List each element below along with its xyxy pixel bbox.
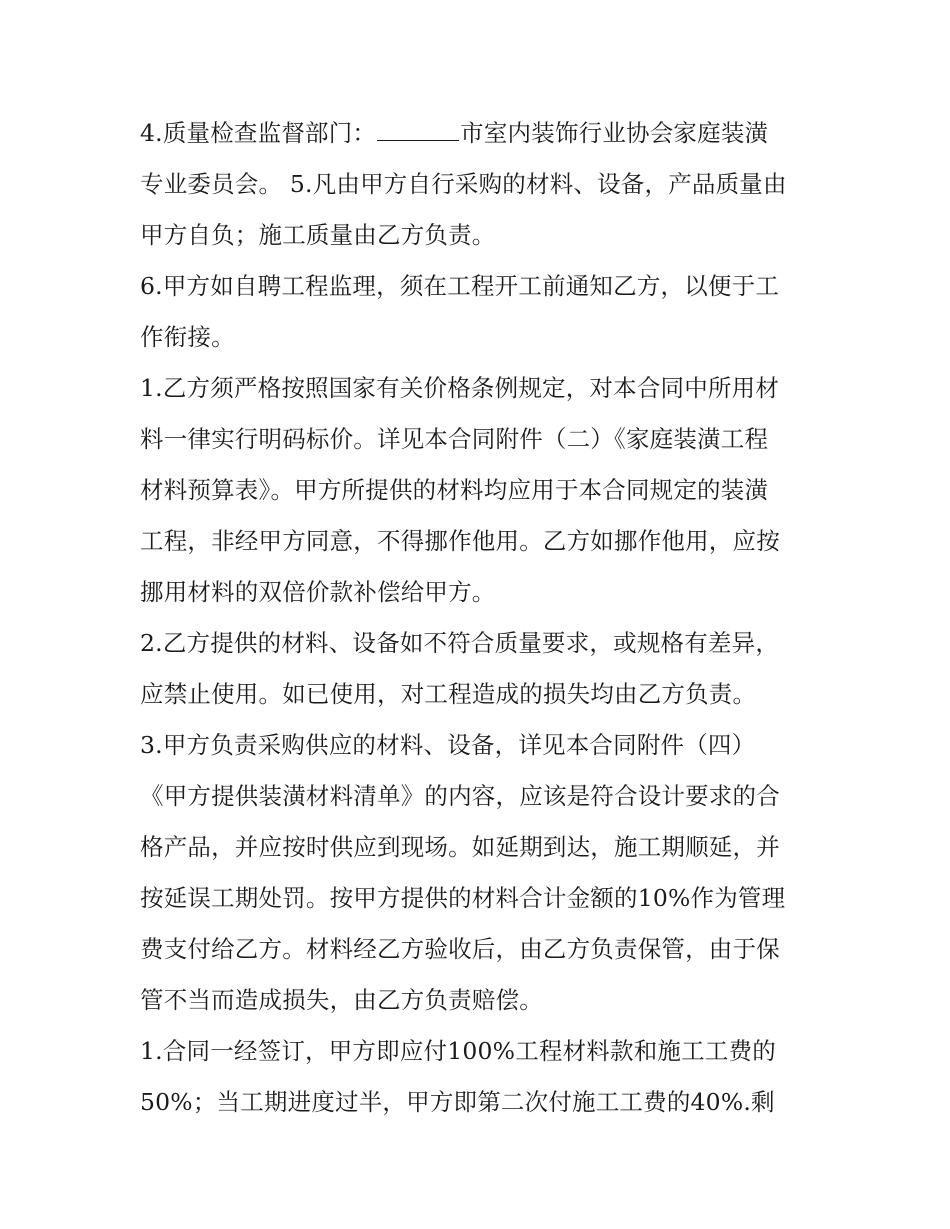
text-line: 格产品，并应按时供应到现场。如延期到达，施工期顺延，并 <box>140 833 780 861</box>
text-line: 挪用材料的双倍价款补偿给甲方。 <box>140 578 496 606</box>
text-line: 管不当而造成损失，由乙方负责赔偿。 <box>140 986 543 1014</box>
paragraph-quality-supervision <box>140 108 820 261</box>
text-line: 甲方自负；施工质量由乙方负责。 <box>140 221 496 249</box>
text-line: 按延误工期处罚。按甲方提供的材料合计金额的10%作为管理 <box>140 884 786 912</box>
text-line: 3.甲方负责采购供应的材料、设备，详见本合同附件（四） <box>140 731 756 759</box>
text-line: 2.乙方提供的材料、设备如不符合质量要求，或规格有差异， <box>140 629 780 657</box>
text-line: 6.甲方如自聘工程监理，须在工程开工前通知乙方，以便于工 <box>140 272 780 300</box>
line-text: 4.质量检查监督部门： <box>140 119 377 147</box>
paragraph-material-quality <box>140 618 820 720</box>
paragraph-pricing <box>140 363 820 618</box>
paragraph-supervisor <box>140 261 820 363</box>
text-line: 材料预算表》。甲方所提供的材料均应用于本合同规定的装潢 <box>140 476 769 504</box>
text-line: 50%；当工期进度过半，甲方即第二次付施工工费的40%.剩 <box>140 1088 775 1116</box>
text-line: 1.乙方须严格按照国家有关价格条例规定，对本合同中所用材 <box>140 374 780 402</box>
text-line: 1.合同一经签订，甲方即应付100%工程材料款和施工工费的 <box>140 1037 776 1065</box>
text-line: 专业委员会。 5.凡由甲方自行采购的材料、设备，产品质量由 <box>140 170 787 198</box>
text-line: 费支付给乙方。材料经乙方验收后，由乙方负责保管，由于保 <box>140 935 780 963</box>
text-line: 作衔接。 <box>140 323 235 351</box>
paragraph-procurement <box>140 720 820 1026</box>
document-page <box>140 108 820 1128</box>
line-text: 市室内装饰行业协会家庭装潢 <box>460 119 769 147</box>
text-line: 工程，非经甲方同意，不得挪作他用。乙方如挪作他用，应按 <box>140 527 780 555</box>
text-line: 《甲方提供装潢材料清单》的内容，应该是符合设计要求的合 <box>140 782 780 810</box>
text-line <box>140 108 820 159</box>
text-line: 料一律实行明码标价。详见本合同附件（二）《家庭装潢工程 <box>140 425 769 453</box>
fill-in-blank <box>377 118 459 141</box>
text-line: 应禁止使用。如已使用，对工程造成的损失均由乙方负责。 <box>140 680 757 708</box>
paragraph-payment <box>140 1026 820 1128</box>
